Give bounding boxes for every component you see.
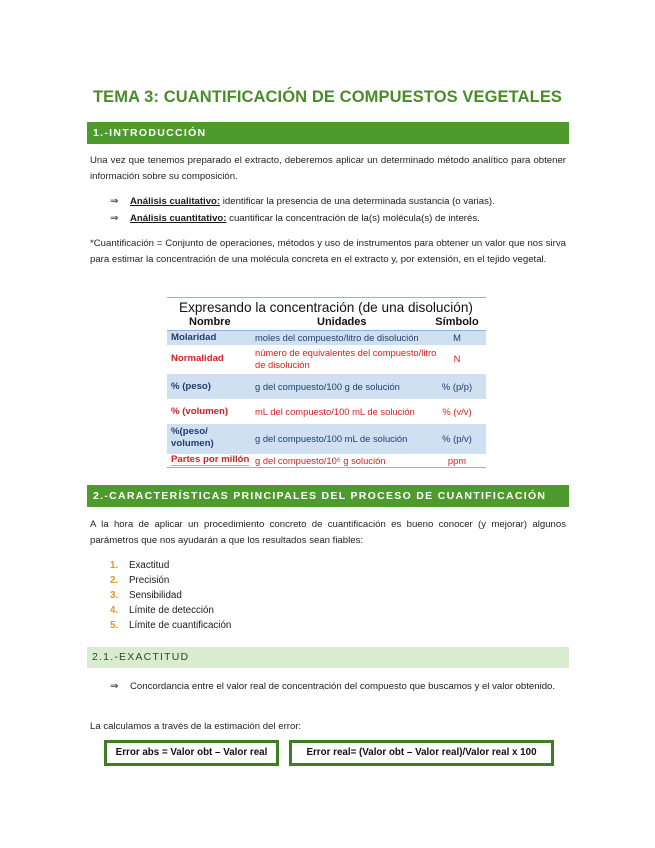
table-title: Expresando la concentración (de una disolución) — [167, 297, 486, 316]
table-row — [167, 345, 486, 374]
row-units: moles del compuesto/litro de disolución — [255, 332, 419, 343]
row-symbol: % (v/v) — [442, 406, 472, 417]
row-symbol: M — [453, 332, 461, 343]
concentration-table — [167, 297, 486, 468]
arrow-icon: ⇒ — [110, 213, 119, 224]
table-row — [167, 374, 486, 399]
list-item-concordancia — [110, 679, 568, 695]
section-heading-caracteristicas: 2.-CARACTERÍSTICAS PRINCIPALES DEL PROCESO DE CUANTIFICACIÓN — [87, 485, 569, 507]
row-name: %(peso/ volumen) — [171, 426, 214, 449]
section-heading-introduccion: 1.-INTRODUCCIÓN — [87, 122, 569, 144]
table-header-row — [167, 316, 486, 331]
row-units: número de equivalentes del compuesto/litro de disolución — [255, 347, 437, 370]
row-name: % (peso) — [171, 381, 211, 392]
header-simbolo: Símbolo — [435, 316, 479, 328]
formula-error-absoluto: Error abs = Valor obt – Valor real — [104, 740, 279, 766]
calc-paragraph: La calculamos a través de la estimación del error: — [90, 721, 302, 732]
list-item: 2. Precisión — [110, 575, 170, 586]
table-row — [167, 454, 486, 468]
cuantificacion-note: *Cuantificación = Conjunto de operaciones, métodos y uso de instrumentos para obtener un valor que nos sirva para estimar la concentración de una molécula concreta en el extracto y, por extensión, en el tejido vegetal. — [90, 238, 566, 265]
row-symbol: % (p/v) — [442, 433, 472, 444]
page-title: TEMA 3: CUANTIFICACIÓN DE COMPUESTOS VEGETALES — [92, 88, 563, 106]
formula-error-relativo: Error real= (Valor obt – Valor real)/Valor real x 100 — [289, 740, 554, 766]
header-nombre: Nombre — [189, 316, 231, 328]
header-unidades: Unidades — [317, 316, 367, 328]
list-item: 5. Límite de cuantificación — [110, 620, 232, 631]
list-item: 4. Límite de detección — [110, 605, 214, 616]
row-name: Partes por millón — [171, 454, 250, 465]
row-symbol: ppm — [447, 455, 467, 466]
term-text: cuantificar la concentración de la(s) molécula(s) de interés. — [226, 213, 480, 224]
row-name: Molaridad — [171, 332, 217, 343]
table-row — [167, 331, 486, 345]
term-text: identificar la presencia de una determinada sustancia (o varias). — [220, 196, 495, 207]
row-name: % (volumen) — [171, 406, 229, 417]
concordancia-text: Concordancia entre el valor real de concentración del compuesto que buscamos y el valor obtenido. — [130, 681, 556, 692]
row-units: g del compuesto/100 mL de solución — [255, 433, 408, 444]
table-row — [167, 424, 486, 454]
subsection-heading-exactitud: 2.1.-EXACTITUD — [87, 647, 569, 668]
sec2-intro-paragraph: A la hora de aplicar un procedimiento concreto de cuantificación es bueno conocer (y mejorar) algunos parámetros que nos ayudarán a que los resultados sean fiables: — [90, 519, 566, 546]
arrow-icon: ⇒ — [110, 196, 119, 207]
arrow-icon: ⇒ — [110, 681, 119, 692]
list-item: 3. Sensibilidad — [110, 590, 182, 601]
parameters-list — [110, 558, 231, 633]
row-symbol: N — [453, 353, 461, 364]
row-units: g del compuesto/10⁶ g solución — [255, 455, 386, 466]
term-label: Análisis cualitativo: — [130, 196, 221, 207]
table-row — [167, 399, 486, 424]
list-item-analisis-cuantitativo — [110, 211, 568, 227]
row-units: mL del compuesto/100 mL de solución — [255, 406, 415, 417]
row-name: Normalidad — [171, 353, 224, 364]
intro-paragraph: Una vez que tenemos preparado el extracto, deberemos aplicar un determinado método analítico para obtener información sobre su composición. — [90, 155, 566, 182]
row-symbol: % (p/p) — [441, 381, 473, 392]
term-label: Análisis cuantitativo: — [130, 213, 227, 224]
list-item-analisis-cualitativo — [110, 194, 568, 210]
row-units: g del compuesto/100 g de solución — [255, 381, 400, 392]
list-item: 1. Exactitud — [110, 560, 170, 571]
